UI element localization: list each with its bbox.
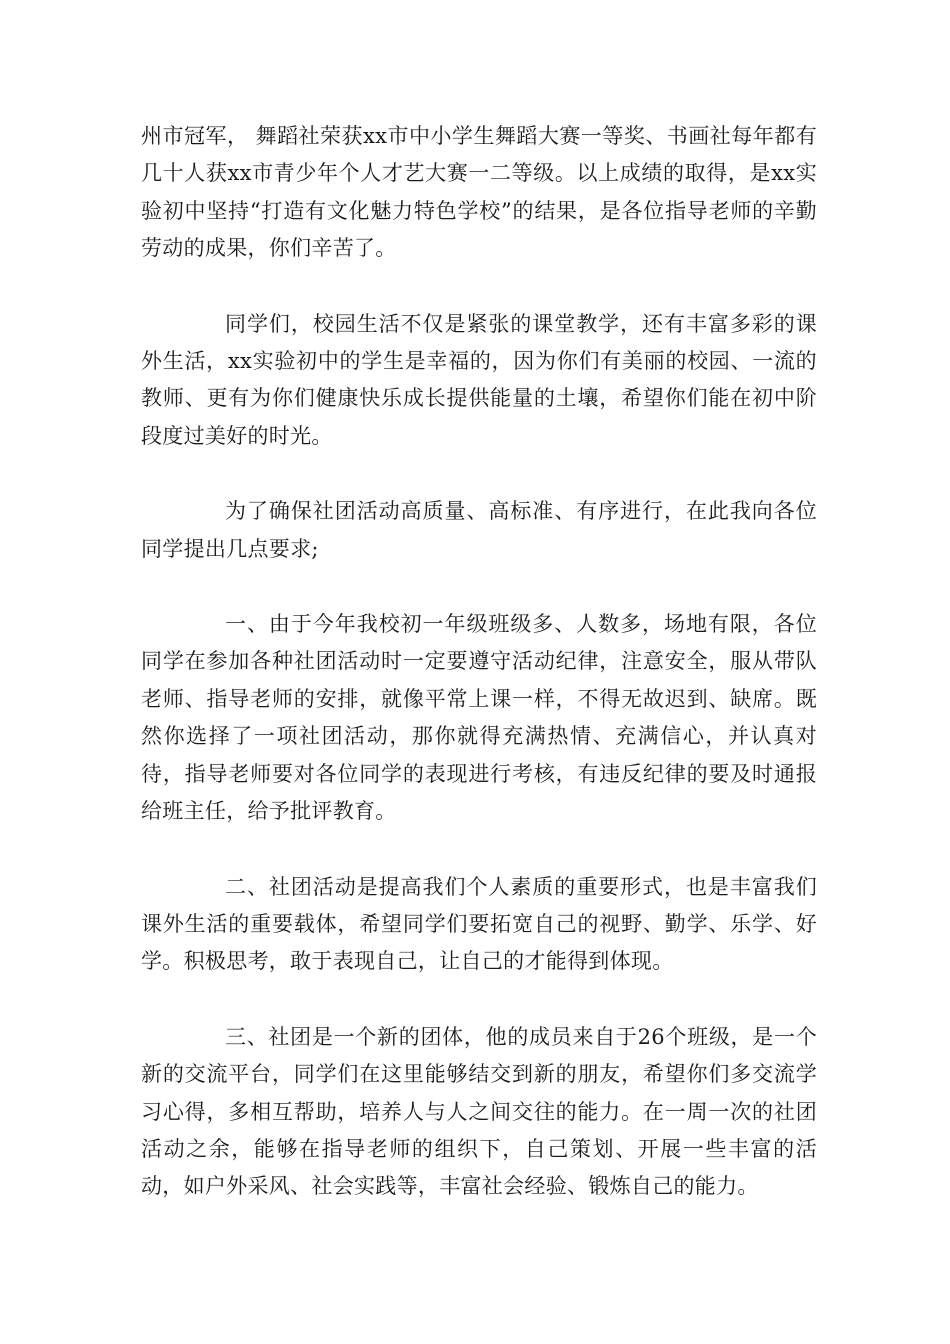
document-body (141, 118, 817, 1244)
paragraph-requirement-three: 三、社团是一个新的团体，他的成员来自于26个班级，是一个新的交流平台，同学们在这里能够结交到新的朋友，希望你们多交流学习心得，多相互帮助，培养人与人之间交往的能力。在一周一次的社团活动之余，能够在指导老师的组织下，自己策划、开展一些丰富的活动，如户外采风、社会实践等，丰富社会经验、锻炼自己的能力。 (141, 1024, 817, 1199)
paragraph-continuation: 州市冠军， 舞蹈社荣获xx市中小学生舞蹈大赛一等奖、书画社每年都有几十人获xx市青少年个人才艺大赛一二等级。以上成绩的取得，是xx实验初中坚持“打造有文化魅力特色学校”的结果，是各位指导老师的辛勤劳动的成果，你们辛苦了。 (141, 124, 817, 261)
paragraph-requirement-two: 二、社团活动是提高我们个人素质的重要形式，也是丰富我们课外生活的重要载体，希望同学们要拓宽自己的视野、勤学、乐学、好学。积极思考，敢于表现自己，让自己的才能得到体现。 (141, 874, 817, 974)
paragraph-requirements-intro: 为了确保社团活动高质量、高标准、有序进行，在此我向各位同学提出几点要求; (141, 499, 817, 561)
paragraph-requirement-one: 一、由于今年我校初一年级班级多、人数多，场地有限，各位同学在参加各种社团活动时一定要遵守活动纪律，注意安全，服从带队老师、指导老师的安排，就像平常上课一样，不得无故迟到、缺席。既然你选择了一项社团活动，那你就得充满热情、充满信心，并认真对待，指导老师要对各位同学的表现进行考核，有违反纪律的要及时通报给班主任，给予批评教育。 (141, 612, 817, 824)
paragraph-campus-life: 同学们，校园生活不仅是紧张的课堂教学，还有丰富多彩的课外生活，xx实验初中的学生是幸福的，因为你们有美丽的校园、一流的教师、更有为你们健康快乐成长提供能量的土壤，希望你们能在初中阶段度过美好的时光。 (141, 311, 817, 448)
